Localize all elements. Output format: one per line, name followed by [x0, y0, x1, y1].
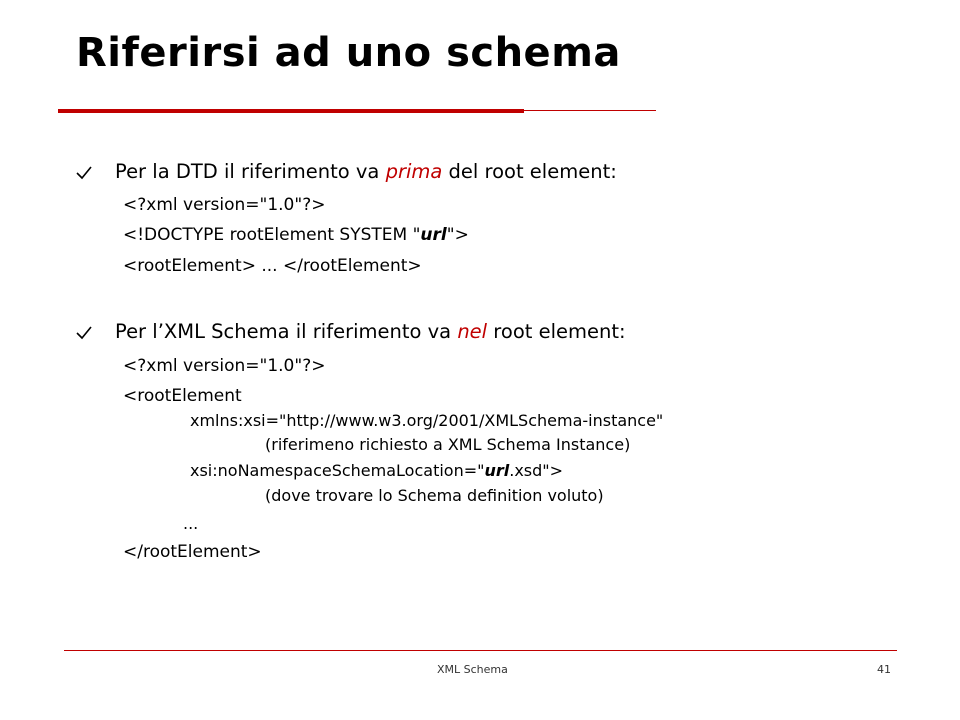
schema-xmlns-attr: xmlns:xsi="http://www.w3.org/2001/XMLSchema-instance"	[190, 411, 664, 430]
schema-xmlns-comment: (riferimeno richiesto a XML Schema Instance)	[265, 435, 631, 454]
page-number: 41	[877, 663, 891, 676]
schema-root-close: </rootElement>	[123, 542, 262, 562]
schema-xml-declaration: <?xml version="1.0"?>	[123, 356, 326, 376]
dtd-doctype-line: <!DOCTYPE rootElement SYSTEM "url">	[123, 225, 469, 245]
schema-location-comment: (dove trovare lo Schema definition voluto)	[265, 486, 604, 505]
bullet-dtd: Per la DTD il riferimento va prima del root element:	[115, 160, 617, 183]
checkmark-icon	[76, 166, 92, 180]
footer-rule	[64, 650, 897, 651]
dtd-xml-declaration: <?xml version="1.0"?>	[123, 195, 326, 215]
slide-title: Riferirsi ad uno schema	[76, 30, 621, 76]
title-underline-thin	[58, 110, 656, 111]
schema-root-open: <rootElement	[123, 386, 242, 406]
dtd-root-element-line: <rootElement> ... </rootElement>	[123, 256, 422, 276]
footer-title: XML Schema	[437, 663, 508, 676]
checkmark-icon	[76, 326, 92, 340]
bullet-xml-schema: Per l’XML Schema il riferimento va nel root element:	[115, 320, 626, 343]
schema-location-attr: xsi:noNamespaceSchemaLocation="url.xsd">	[190, 461, 564, 480]
schema-ellipsis: ...	[183, 514, 199, 533]
